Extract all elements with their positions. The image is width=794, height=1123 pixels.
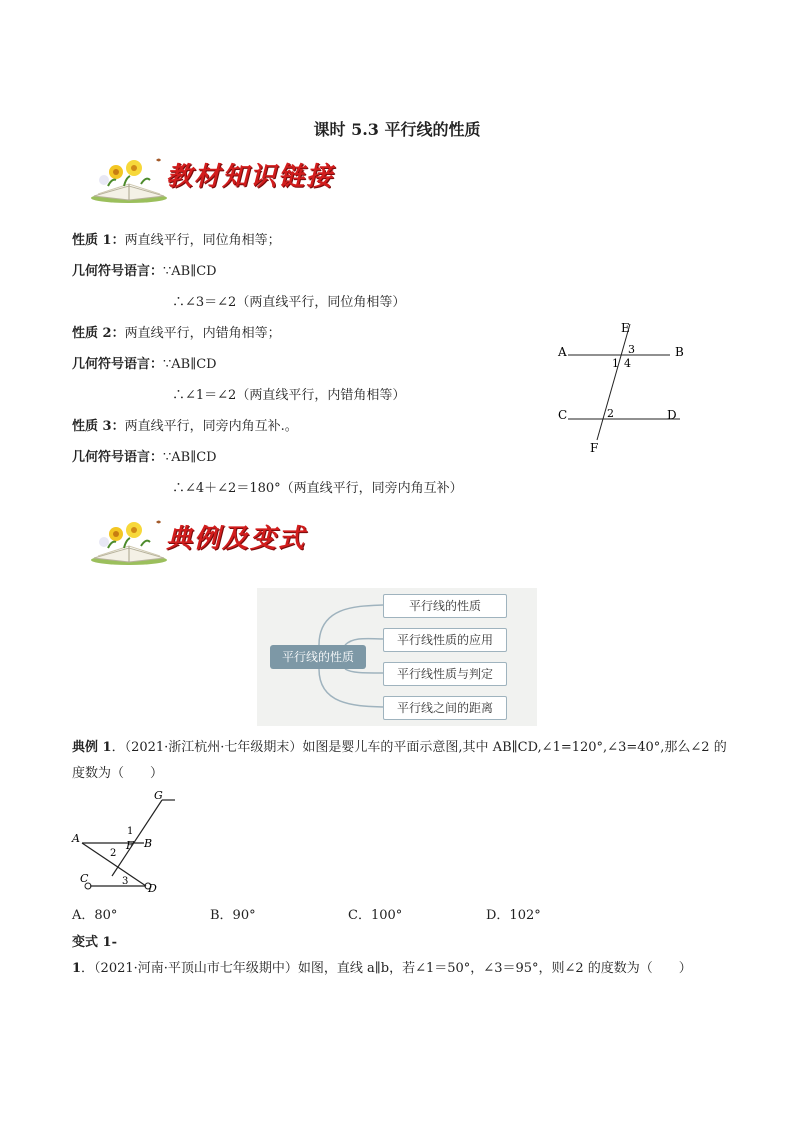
example-1-question: 典例 1．（2021·浙江杭州·七年级期末）如图是婴儿车的平面示意图,其中 AB∥CD,∠1=120°,∠3=40°,那么∠2 的度数为（ ） [72,740,727,781]
stroller-figure [70,790,180,896]
option-b: B．90° [210,908,256,923]
property-2: 性质 2：两直线平行，内错角相等； [72,326,281,341]
label-F: F [590,441,599,455]
property-1: 性质 1：两直线平行，同位角相等； [72,233,281,248]
variant-1-1-question: 变式 1-1．（2021·河南·平顶山市七年级期中）如图，直线 a∥b，若∠1＝50°，∠3＝95°，则∠2 的度数为（ ） [72,935,692,976]
label-C: C [80,872,89,885]
book-flowers-icon [86,512,172,566]
banner-title: 教材知识链接 [166,162,335,192]
label-A: A [72,832,80,845]
option-c: C．100° [348,908,403,923]
mind-map-node: 平行线性质的应用 [383,628,507,652]
property-3: 性质 3：两直线平行，同旁内角互补.。 [72,419,298,434]
label-C: C [558,408,568,422]
label-G: G [154,790,163,802]
conclusion-3: ∴∠4＋∠2＝180°（两直线平行，同旁内角互补） [172,481,463,496]
symbol-language-2: 几何符号语言：∵AB∥CD [72,357,217,372]
label-angle-3: 3 [628,343,635,356]
section-banner-examples [86,512,356,566]
label-F: F [126,839,134,852]
banner-title: 典例及变式 [166,524,307,554]
conclusion-2: ∴∠1＝∠2（两直线平行，内错角相等） [172,388,406,403]
label-angle-2: 2 [607,407,614,420]
conclusion-1: ∴∠3＝∠2（两直线平行，同位角相等） [172,295,406,310]
label-D: D [148,882,157,895]
mind-map-center: 平行线的性质 [270,645,366,669]
label-angle-1: 1 [612,357,619,370]
label-D: D [667,408,677,422]
mind-map-node: 平行线的性质 [383,594,507,618]
symbol-language-3: 几何符号语言：∵AB∥CD [72,450,217,465]
section-banner-knowledge [86,150,356,204]
label-angle-1: 1 [127,826,134,837]
mind-map-node: 平行线性质与判定 [383,662,507,686]
book-flowers-icon [86,150,172,204]
label-B: B [144,837,153,850]
parallel-lines-figure [550,318,700,458]
label-angle-4: 4 [624,357,631,370]
symbol-language-1: 几何符号语言：∵AB∥CD [72,264,217,279]
page-title: 课时 5.3 平行线的性质 [313,120,481,139]
label-B: B [675,345,684,359]
mind-map-node: 平行线之间的距离 [383,696,507,720]
label-angle-2: 2 [110,848,117,859]
option-d: D．102° [486,908,541,923]
mind-map [257,588,537,726]
label-E: E [621,321,630,335]
label-angle-3: 3 [122,876,129,887]
label-A: A [558,345,567,359]
option-a: A．80° [72,908,118,923]
